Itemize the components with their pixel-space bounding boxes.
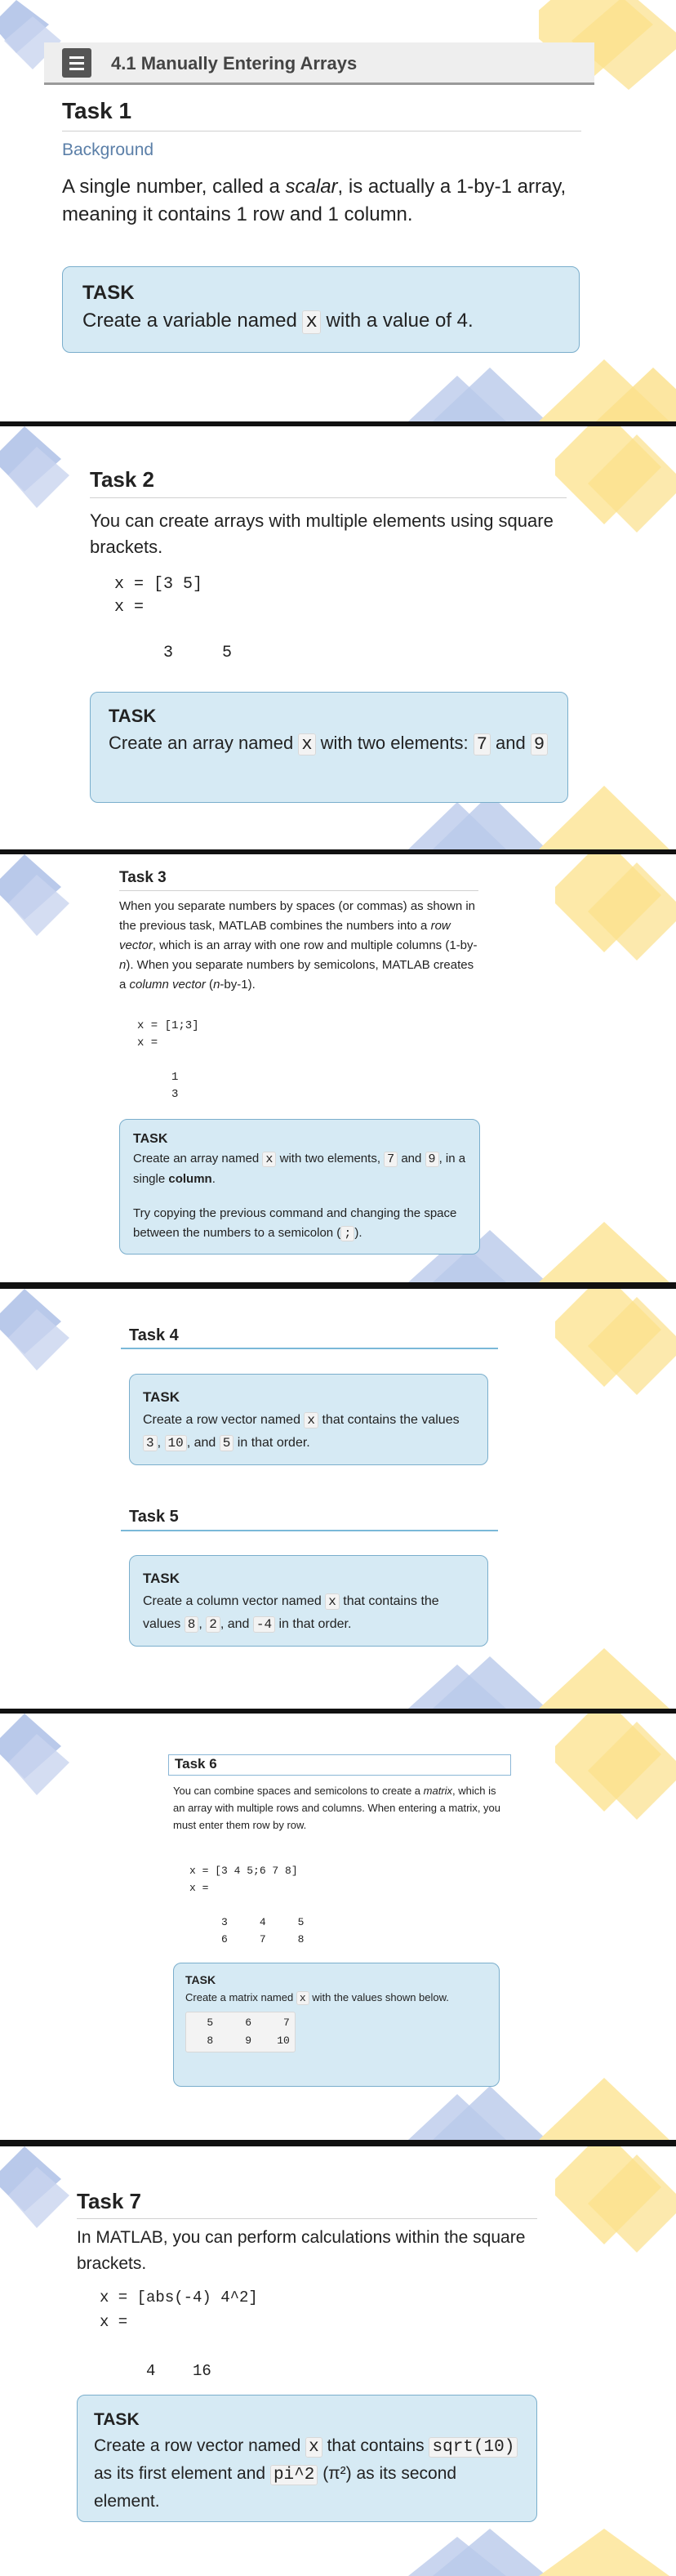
- decorative-diamonds-left: [0, 1714, 73, 1803]
- panel-task-4-5: [0, 1289, 676, 1709]
- task-1-description: A single number, called a scalar, is actually a 1-by-1 array, meaning it contains 1 row and 1 column.: [62, 176, 567, 225]
- decorative-diamonds-bottom: [327, 2529, 676, 2576]
- task-2-box: [90, 692, 568, 803]
- task-6-matrix: 5 6 7 8 9 10: [185, 2012, 296, 2052]
- decorative-diamonds-left: [0, 426, 73, 516]
- task-7-box: [77, 2395, 537, 2522]
- task-5-box: [129, 1555, 488, 1647]
- panel-task-2: [0, 426, 676, 849]
- task-5-instruction: Create a column vector named x that contains the values 8 , 2 , and -4 in that order.: [143, 1594, 439, 1632]
- task-6-box: [173, 1963, 500, 2087]
- task-2-description: You can create arrays with multiple elements using square brackets.: [90, 510, 554, 557]
- decorative-diamonds-right: [555, 1714, 676, 1820]
- decorative-diamonds-bottom: [327, 359, 676, 421]
- decorative-diamonds-left: [0, 1289, 73, 1379]
- task-7-instruction: Create a row vector named x that contains sqrt(10) as its first element and pi^2 (π²) as its second element.: [94, 2433, 520, 2515]
- task-3-instruction: Create an array named x with two elements, 7 and 9 , in a single column.: [133, 1152, 466, 1186]
- task-6-title: Task 6: [175, 1756, 217, 1772]
- task-label: TASK: [109, 706, 157, 726]
- task-4-title: Task 4: [129, 1326, 179, 1344]
- task-3-description: When you separate numbers by spaces (or commas) as shown in the previous task, MATLAB combines the numbers into a row vector, which is an array with one row and multiple columns (1-by-n). When you separate numbers by semicolons, MATLAB creates a column vector (n-by-1).: [119, 899, 478, 992]
- task-2-title: Task 2: [90, 467, 155, 492]
- decorative-diamonds-bottom: [327, 1648, 676, 1709]
- task-1-instruction: Create a variable named x with a value of 4.: [82, 310, 474, 333]
- task-3-box: [119, 1119, 480, 1255]
- task-6-instruction: Create a matrix named x with the values shown below.: [185, 1991, 449, 2004]
- decorative-diamonds-left: [0, 2146, 73, 2236]
- task-label: TASK: [82, 282, 135, 304]
- panel-task-7: [0, 2146, 676, 2576]
- task-label: TASK: [94, 2410, 140, 2429]
- task-label: TASK: [185, 1973, 216, 1986]
- task-3-code-block: x = [1;3] x = 1 3: [137, 1019, 199, 1101]
- task-7-description: In MATLAB, you can perform calculations within the square brackets.: [77, 2228, 526, 2273]
- task-1-title: Task 1: [62, 98, 132, 123]
- task-3-title: Task 3: [119, 869, 167, 886]
- task-4-instruction: Create a row vector named x that contains the values 3 , 10 , and 5 in that order.: [143, 1413, 460, 1451]
- task-label: TASK: [143, 1389, 180, 1405]
- task-3-hint: Try copying the previous command and changing the space between the numbers to a semicolon ( ; ).: [133, 1206, 457, 1241]
- decorative-diamonds-right: [555, 1289, 676, 1395]
- decorative-diamonds-bottom: [327, 2078, 676, 2140]
- task-6-code-block: x = [3 4 5;6 7 8] x = 3 4 5 6 7 8: [189, 1865, 305, 1945]
- task-7-title: Task 7: [77, 2189, 142, 2213]
- task-label: TASK: [143, 1571, 180, 1586]
- task-7-code-block: x = [abs(-4) 4^2] x = 4 16: [100, 2289, 258, 2380]
- decorative-diamonds-right: [555, 854, 676, 960]
- task-2-instruction: Create an array named x with two elements: 7 and 9: [109, 730, 549, 758]
- menu-icon[interactable]: [62, 48, 91, 78]
- task-6-description: You can combine spaces and semicolons to create a matrix, which is an array with multiple rows and columns. When entering a matrix, you must enter them row by row.: [173, 1785, 501, 1831]
- lesson-title: 4.1 Manually Entering Arrays: [111, 53, 358, 74]
- task-4-box: [129, 1374, 488, 1465]
- task-2-code-block: x = [3 5] x = 3 5: [114, 575, 233, 662]
- panel-task-6: [0, 1714, 676, 2140]
- decorative-diamonds-right: [555, 2146, 676, 2253]
- task-1-subtitle: Background: [62, 140, 154, 159]
- task-5-title: Task 5: [129, 1508, 179, 1526]
- decorative-diamonds-right: [555, 426, 676, 533]
- panel-task-3: [0, 854, 676, 1282]
- task-1-box: [62, 266, 580, 353]
- panel-task-1: [0, 0, 676, 421]
- task-label: TASK: [133, 1132, 168, 1146]
- task-6-title-box: [168, 1754, 511, 1776]
- lesson-header: [44, 42, 594, 85]
- decorative-diamonds-left: [0, 854, 73, 944]
